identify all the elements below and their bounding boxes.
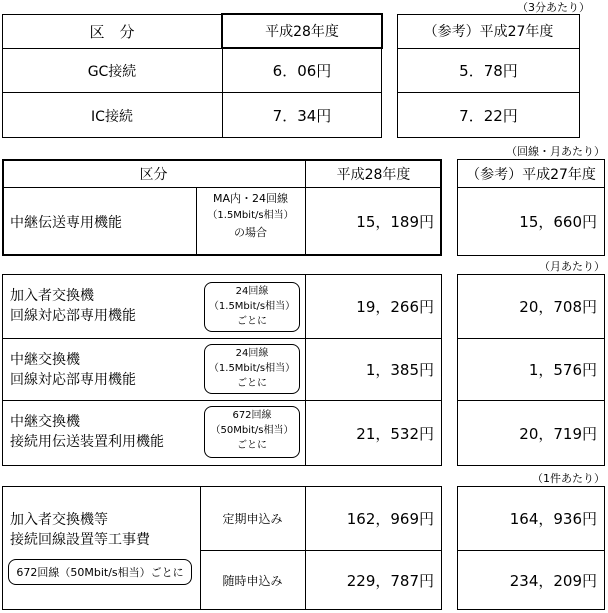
table4-row2-type: 随時申込み (222, 574, 283, 588)
table3-row2-cond-line3: ごとに (237, 378, 267, 389)
table1-header-reference: （参考）平成27年度 (423, 24, 554, 40)
table3-row1-cond-line3: ごとに (237, 316, 267, 327)
table3-row3-condition (204, 408, 300, 453)
table3-row2-current: 1，385円 (365, 361, 434, 379)
table3-row3-reference: 20，719円 (519, 425, 597, 443)
table1-row-ic-current: 7．34円 (272, 107, 332, 125)
table3-row3-label-line2: 接続用伝送装置利用機能 (10, 434, 164, 450)
table3-row3-cond-line3: ごとに (237, 440, 267, 451)
table1-row-gc-current: 6．06円 (272, 62, 332, 80)
table1-unit-note: （3分あたり） (517, 1, 590, 14)
table1-row-ic-label: IC接続 (91, 108, 133, 125)
table3-row1-cond-line1: 24回線 (235, 286, 269, 297)
table2-row-current: 15，189円 (356, 213, 434, 231)
table2-unit-note: （回線・月あたり） (506, 145, 605, 158)
table2-condition-line3: の場合 (234, 226, 267, 239)
table3-row1-label-line2: 回線対応部専用機能 (10, 308, 136, 324)
table2-row-label: 中継伝送専用機能 (10, 214, 122, 231)
table3-row3-cond-line2: （50Mbit/s相当） (210, 425, 294, 436)
table4-row1-type: 定期申込み (222, 512, 283, 526)
table3-row3-label-line1: 中継交換機 (10, 414, 80, 430)
table2-header-current: 平成28年度 (336, 166, 411, 183)
table1-row-ic-reference: 7．22円 (459, 107, 518, 125)
table1-header-category: 区 分 (89, 22, 135, 41)
table4-condition: 672回線（50Mbit/s相当）ごとに (16, 566, 184, 579)
table4-label (10, 510, 200, 550)
table3-row1-current: 19，266円 (356, 298, 434, 316)
table3-row2-condition (204, 346, 300, 391)
table3-row1-label-line1: 加入者交換機 (10, 288, 94, 304)
table2-header-reference: （参考）平成27年度 (466, 166, 596, 183)
table4-row2-current: 229，787円 (346, 572, 434, 590)
table3-row2-reference: 1，576円 (528, 361, 597, 379)
table2-condition-line1: MA内・24回線 (212, 192, 288, 205)
table3-row1-cond-line2: （1.5Mbit/s相当） (208, 301, 296, 312)
table3-row3-cond-line1: 672回線 (232, 410, 272, 421)
table1-header-current: 平成28年度 (265, 24, 339, 40)
table3-row1-label (10, 286, 200, 326)
table3-unit-note: （月あたり） (539, 260, 605, 273)
table3-row1-condition (204, 284, 300, 329)
table3-row3-label (10, 412, 205, 452)
table2-row-condition (196, 190, 305, 254)
table3-row2-label-line2: 回線対応部専用機能 (10, 372, 136, 388)
table4-row1-current: 162，969円 (346, 510, 434, 528)
table2-header-category: 区分 (139, 166, 168, 183)
table2-condition-line2: （1.5Mbit/s相当） (207, 210, 294, 221)
table3-row1-reference: 20，708円 (519, 298, 597, 316)
table3-row2-cond-line1: 24回線 (235, 348, 269, 359)
table4-row2-reference: 234，209円 (509, 572, 597, 590)
table4-unit-note: （1件あたり） (532, 472, 605, 485)
table3-row2-label (10, 350, 200, 390)
table2-row-reference: 15，660円 (519, 213, 597, 231)
table1-row-gc-label: GC接続 (87, 63, 137, 80)
table3-row3-current: 21，532円 (356, 425, 434, 443)
table3-row2-label-line1: 中継交換機 (10, 352, 80, 368)
table1-row-gc-reference: 5．78円 (459, 62, 518, 80)
table4-row1-reference: 164，936円 (509, 510, 597, 528)
table3-row2-cond-line2: （1.5Mbit/s相当） (208, 363, 296, 374)
table4-label-line1: 加入者交換機等 (10, 512, 108, 528)
table4-label-line2: 接続回線設置等工事費 (10, 532, 150, 548)
